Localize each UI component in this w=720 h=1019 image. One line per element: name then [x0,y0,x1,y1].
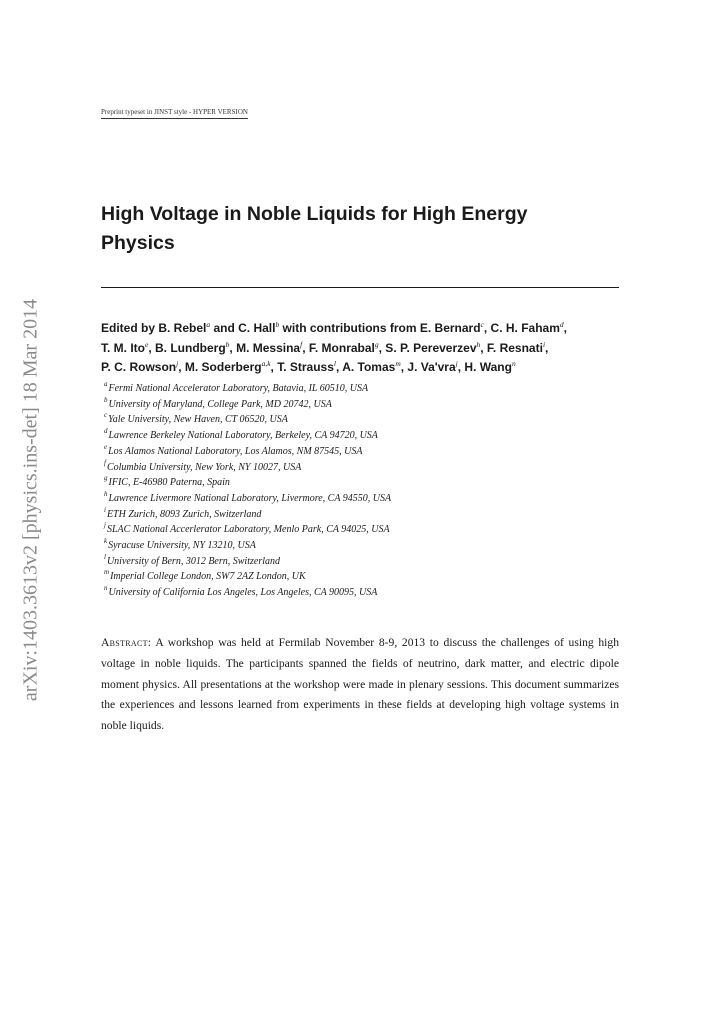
paper-title-line-2: Physics [101,232,175,254]
affiliation-item [104,412,624,428]
affiliation-text: University of Bern, 3012 Bern, Switzerland [106,555,280,567]
affiliation-mark: e [104,442,108,451]
affiliation-item [104,491,624,507]
affiliation-item [104,428,624,444]
affiliation-mark: l [333,359,336,368]
affiliation-mark: a [104,380,108,388]
affiliation-text: SLAC National Accerlerator Laboratory, Menlo Park, CA 94025, USA [106,524,390,536]
affiliation-text: ETH Zurich, 8093 Zurich, Switzerland [106,508,262,520]
author-list [101,319,631,378]
affiliation-mark: b [104,395,108,404]
affiliation-item [104,460,624,476]
affiliation-item [104,381,624,397]
author-text: , [545,340,549,355]
affiliation-text: University of California Los Angeles, Los Angeles, CA 90095, USA [108,587,378,599]
affiliation-mark: b [275,320,280,329]
affiliation-mark: h [476,339,481,349]
affiliation-item [104,538,624,554]
affiliation-mark: l [104,552,106,561]
author-text: and C. Hall [210,321,276,335]
paper-title-line-1: High Voltage in Noble Liquids for High Energy [101,203,528,225]
affiliation-mark: i [542,339,546,349]
affiliation-mark: e [145,339,149,349]
affiliation-item [104,475,624,491]
author-text: , A. Tomas [335,360,396,374]
author-text: Edited by B. Rebel [101,321,207,335]
affiliation-mark: m [104,568,110,577]
author-text: T. M. Ito [101,340,145,355]
author-text: , C. H. Faham [483,321,560,335]
affiliation-text: Fermi National Accelerator Laboratory, Batavia, IL 60510, USA [108,383,369,394]
affiliation-mark: j [455,359,458,368]
affiliation-item [104,507,624,523]
affiliation-mark: n [511,359,516,368]
affiliation-mark: k [104,537,108,546]
affiliation-text: Syracuse University, NY 13210, USA [108,540,256,552]
affiliation-mark: g [374,339,379,349]
affiliation-text: Imperial College London, SW7 2AZ London, UK [110,571,306,583]
affiliation-mark: c [104,411,108,420]
author-text: , S. P. Pereverzev [378,340,477,355]
author-line [101,358,631,378]
author-text: , B. Lundberg [148,340,226,355]
affiliation-text: Lawrence Livermore National Laboratory, Livermore, CA 94550, USA [108,492,392,504]
affiliation-mark: m [395,359,401,368]
author-text: , T. Strauss [270,360,334,374]
affiliation-item [104,585,624,601]
affiliation-text: University of Maryland, College Park, MD 20742, USA [108,398,332,410]
affiliation-text: Yale University, New Haven, CT 06520, USA [108,414,288,426]
author-text: , H. Wang [457,360,512,374]
abstract-text: A workshop was held at Fermilab November 8-9, 2013 to discuss the challenges of using high voltage in noble liquids. The participants spanned the fields of neutrino, dark matter, and electric dipole moment physics. All presentations at the workshop were made in plenary sessions. This document summarizes the experiences and lessons learned from experiments in these fields at developing high voltage systems in noble liquids. [101,636,619,733]
author-line [101,339,631,359]
affiliation-item [104,554,624,570]
title-divider [101,287,619,288]
affiliation-item [104,569,624,585]
affiliation-mark: a,k [261,359,271,368]
affiliation-mark: g [104,474,108,483]
preprint-note: Preprint typeset in JINST style - HYPER VERSION [101,108,248,119]
abstract [101,633,619,737]
author-text: , M. Soderberg [178,360,262,374]
author-text: , F. Monrabal [302,340,375,355]
affiliation-mark: i [104,505,106,514]
affiliation-mark: d [559,320,564,329]
affiliation-mark: n [104,584,108,593]
affiliation-mark: d [104,427,108,436]
affiliation-text: Columbia University, New York, NY 10027, USA [106,461,302,473]
affiliation-item [104,444,624,460]
affiliation-item [104,397,624,413]
author-text: with contributions from E. Bernard [279,321,481,335]
paper-title [101,200,601,258]
author-text: P. C. Rowson [101,360,177,374]
affiliation-text: Los Alamos National Laboratory, Los Alamos, NM 87545, USA [108,445,363,457]
affiliation-mark: a [206,320,211,329]
abstract-label: Abstract: [101,636,152,649]
affiliation-list [104,381,624,601]
affiliation-mark: j [104,521,106,530]
affiliation-item [104,522,624,538]
affiliation-mark: j [176,359,179,368]
affiliation-text: Lawrence Berkeley National Laboratory, Berkeley, CA 94720, USA [108,430,378,442]
author-text: , [563,321,567,335]
affiliation-mark: c [480,320,484,329]
affiliation-mark: h [104,489,108,498]
affiliation-mark: b [225,339,230,349]
author-text: , M. Messina [229,340,301,355]
author-line [101,319,631,339]
author-text: , F. Resnati [480,340,543,355]
arxiv-identifier-stamp[interactable]: arXiv:1403.3613v2 [physics.ins-det] 18 Mar 2014 [19,298,42,702]
author-text: , J. Va'vra [400,360,456,374]
affiliation-text: IFIC, E-46980 Paterna, Spain [108,477,230,489]
affiliation-mark: f [300,339,303,349]
affiliation-mark: f [104,458,106,467]
